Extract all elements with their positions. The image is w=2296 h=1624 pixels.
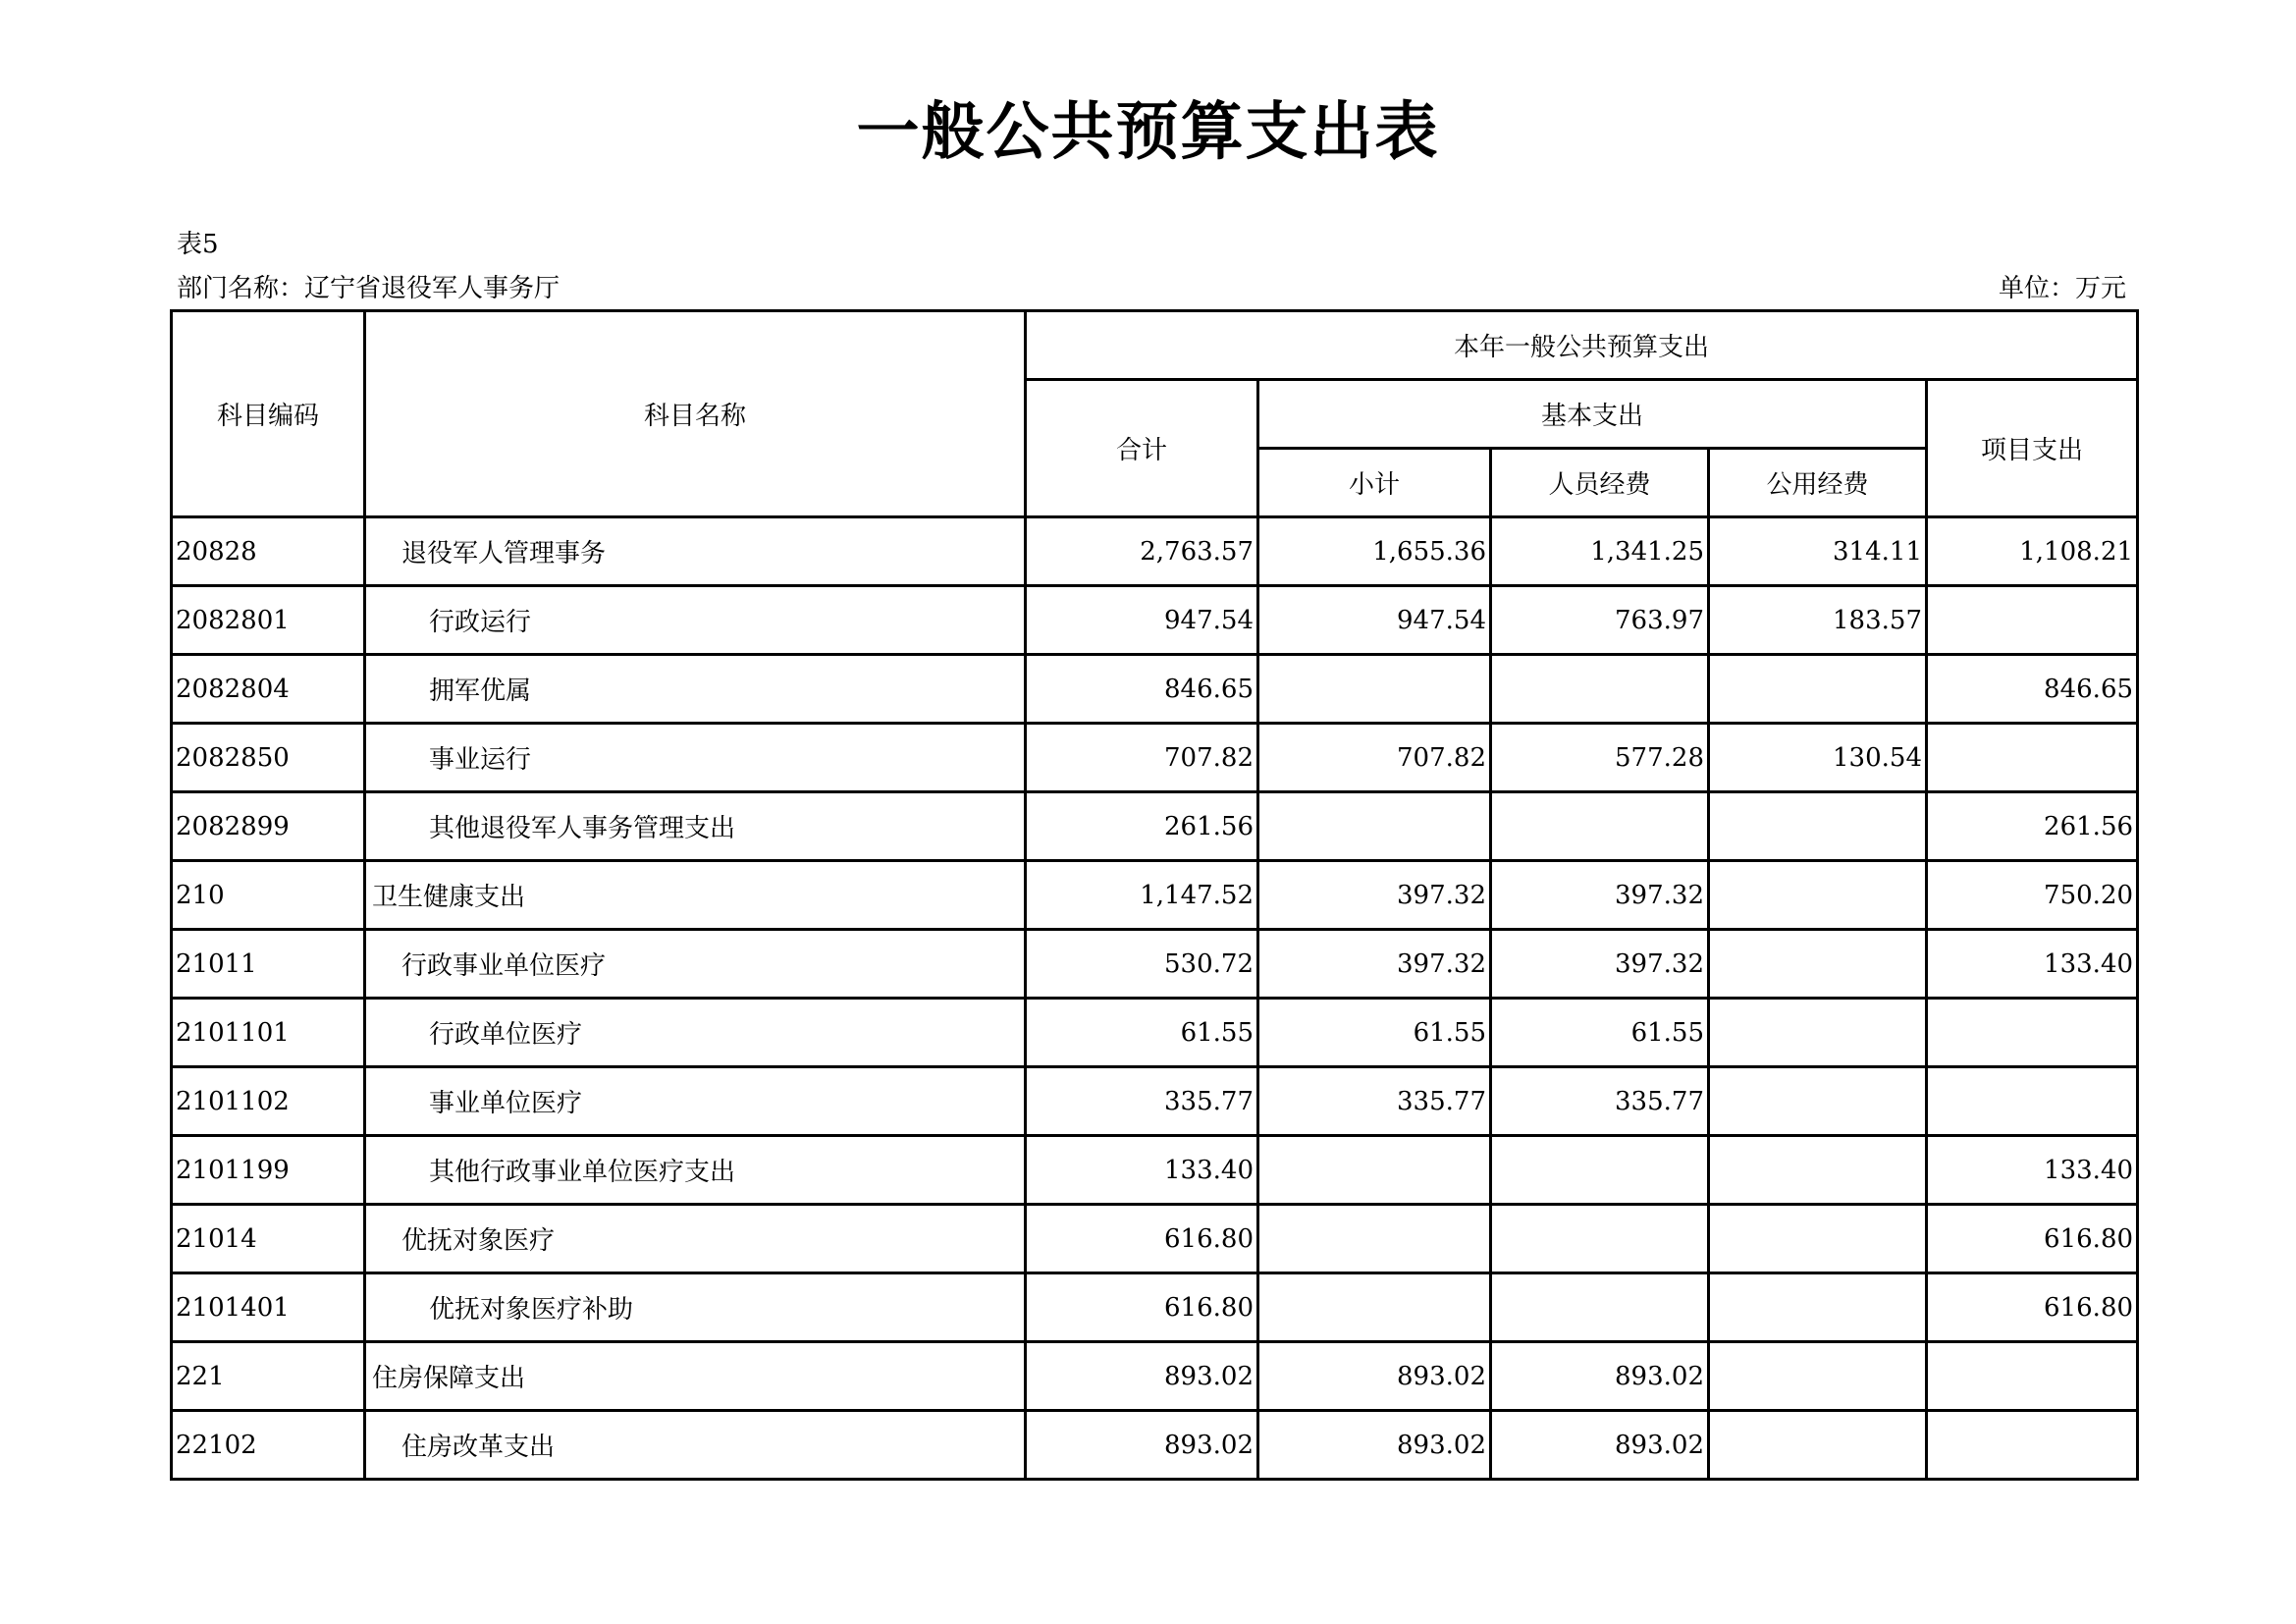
header-personnel-cost: 人员经费 bbox=[1491, 449, 1709, 517]
table-body bbox=[172, 517, 2138, 1480]
cell-project-expenditure bbox=[1927, 1067, 2138, 1136]
cell-personnel-cost bbox=[1491, 655, 1709, 724]
cell-public-cost bbox=[1709, 1205, 1927, 1273]
cell-total: 893.02 bbox=[1026, 1411, 1258, 1480]
cell-subtotal: 61.55 bbox=[1258, 999, 1491, 1067]
cell-subject-code: 2101199 bbox=[172, 1136, 365, 1205]
table-row bbox=[172, 517, 2138, 586]
cell-subject-name: 优抚对象医疗补助 bbox=[365, 1273, 1026, 1342]
table-row bbox=[172, 1205, 2138, 1273]
cell-subject-name: 卫生健康支出 bbox=[365, 861, 1026, 930]
cell-subject-name: 行政事业单位医疗 bbox=[365, 930, 1026, 999]
header-total: 合计 bbox=[1026, 380, 1258, 517]
cell-project-expenditure: 750.20 bbox=[1927, 861, 2138, 930]
cell-personnel-cost: 397.32 bbox=[1491, 861, 1709, 930]
cell-subject-code: 221 bbox=[172, 1342, 365, 1411]
cell-subject-code: 2101102 bbox=[172, 1067, 365, 1136]
cell-subject-code: 2082804 bbox=[172, 655, 365, 724]
cell-subtotal: 1,655.36 bbox=[1258, 517, 1491, 586]
cell-project-expenditure bbox=[1927, 1342, 2138, 1411]
header-basic-expenditure: 基本支出 bbox=[1258, 380, 1927, 449]
cell-total: 707.82 bbox=[1026, 724, 1258, 792]
cell-total: 846.65 bbox=[1026, 655, 1258, 724]
cell-subtotal: 335.77 bbox=[1258, 1067, 1491, 1136]
header-subtotal: 小计 bbox=[1258, 449, 1491, 517]
cell-subject-code: 21011 bbox=[172, 930, 365, 999]
cell-subject-code: 20828 bbox=[172, 517, 365, 586]
cell-public-cost bbox=[1709, 1067, 1927, 1136]
table-row bbox=[172, 792, 2138, 861]
cell-subtotal: 893.02 bbox=[1258, 1411, 1491, 1480]
cell-total: 61.55 bbox=[1026, 999, 1258, 1067]
department-name: 部门名称：辽宁省退役军人事务厅 bbox=[177, 274, 561, 303]
cell-subject-name: 事业运行 bbox=[365, 724, 1026, 792]
cell-subject-code: 210 bbox=[172, 861, 365, 930]
cell-total: 261.56 bbox=[1026, 792, 1258, 861]
cell-public-cost bbox=[1709, 655, 1927, 724]
cell-subject-name: 退役军人管理事务 bbox=[365, 517, 1026, 586]
cell-subject-name: 住房保障支出 bbox=[365, 1342, 1026, 1411]
cell-subject-code: 2082801 bbox=[172, 586, 365, 655]
table-number: 表5 bbox=[177, 230, 219, 259]
cell-subject-code: 21014 bbox=[172, 1205, 365, 1273]
cell-subject-name: 其他退役军人事务管理支出 bbox=[365, 792, 1026, 861]
cell-personnel-cost: 335.77 bbox=[1491, 1067, 1709, 1136]
cell-subtotal: 893.02 bbox=[1258, 1342, 1491, 1411]
header-annual-expenditure: 本年一般公共预算支出 bbox=[1026, 311, 2138, 380]
cell-project-expenditure bbox=[1927, 586, 2138, 655]
cell-public-cost: 183.57 bbox=[1709, 586, 1927, 655]
cell-personnel-cost: 893.02 bbox=[1491, 1342, 1709, 1411]
cell-subject-code: 22102 bbox=[172, 1411, 365, 1480]
cell-total: 530.72 bbox=[1026, 930, 1258, 999]
cell-project-expenditure bbox=[1927, 1411, 2138, 1480]
cell-project-expenditure bbox=[1927, 999, 2138, 1067]
cell-public-cost bbox=[1709, 1411, 1927, 1480]
cell-subtotal: 397.32 bbox=[1258, 930, 1491, 999]
table-row bbox=[172, 1136, 2138, 1205]
cell-personnel-cost bbox=[1491, 1136, 1709, 1205]
cell-total: 335.77 bbox=[1026, 1067, 1258, 1136]
cell-subject-name: 优抚对象医疗 bbox=[365, 1205, 1026, 1273]
cell-project-expenditure: 616.80 bbox=[1927, 1273, 2138, 1342]
cell-project-expenditure: 1,108.21 bbox=[1927, 517, 2138, 586]
cell-public-cost: 314.11 bbox=[1709, 517, 1927, 586]
cell-personnel-cost bbox=[1491, 1273, 1709, 1342]
cell-total: 616.80 bbox=[1026, 1205, 1258, 1273]
cell-personnel-cost: 397.32 bbox=[1491, 930, 1709, 999]
table-row bbox=[172, 586, 2138, 655]
cell-subject-name: 行政单位医疗 bbox=[365, 999, 1026, 1067]
budget-expenditure-table bbox=[170, 309, 2139, 1481]
cell-project-expenditure bbox=[1927, 724, 2138, 792]
cell-personnel-cost: 1,341.25 bbox=[1491, 517, 1709, 586]
cell-project-expenditure: 133.40 bbox=[1927, 930, 2138, 999]
table-header bbox=[172, 311, 2138, 517]
table-row bbox=[172, 930, 2138, 999]
table-row bbox=[172, 861, 2138, 930]
cell-subject-code: 2101401 bbox=[172, 1273, 365, 1342]
cell-subtotal: 947.54 bbox=[1258, 586, 1491, 655]
cell-subtotal bbox=[1258, 1273, 1491, 1342]
cell-total: 947.54 bbox=[1026, 586, 1258, 655]
cell-public-cost bbox=[1709, 1273, 1927, 1342]
header-project-expenditure: 项目支出 bbox=[1927, 380, 2138, 517]
cell-personnel-cost bbox=[1491, 1205, 1709, 1273]
cell-public-cost bbox=[1709, 861, 1927, 930]
cell-subtotal: 707.82 bbox=[1258, 724, 1491, 792]
cell-subject-name: 其他行政事业单位医疗支出 bbox=[365, 1136, 1026, 1205]
cell-public-cost bbox=[1709, 1136, 1927, 1205]
table-row bbox=[172, 655, 2138, 724]
cell-subject-code: 2082899 bbox=[172, 792, 365, 861]
cell-subject-name: 事业单位医疗 bbox=[365, 1067, 1026, 1136]
cell-public-cost bbox=[1709, 1342, 1927, 1411]
unit-label: 单位：万元 bbox=[1998, 274, 2126, 303]
cell-personnel-cost: 893.02 bbox=[1491, 1411, 1709, 1480]
cell-public-cost bbox=[1709, 930, 1927, 999]
cell-project-expenditure: 616.80 bbox=[1927, 1205, 2138, 1273]
cell-subject-code: 2082850 bbox=[172, 724, 365, 792]
cell-personnel-cost bbox=[1491, 792, 1709, 861]
cell-public-cost bbox=[1709, 999, 1927, 1067]
cell-subject-code: 2101101 bbox=[172, 999, 365, 1067]
table-row bbox=[172, 1342, 2138, 1411]
cell-project-expenditure: 846.65 bbox=[1927, 655, 2138, 724]
cell-personnel-cost: 577.28 bbox=[1491, 724, 1709, 792]
cell-total: 2,763.57 bbox=[1026, 517, 1258, 586]
cell-total: 616.80 bbox=[1026, 1273, 1258, 1342]
cell-subtotal bbox=[1258, 1136, 1491, 1205]
cell-project-expenditure: 133.40 bbox=[1927, 1136, 2138, 1205]
table-row bbox=[172, 1273, 2138, 1342]
cell-public-cost: 130.54 bbox=[1709, 724, 1927, 792]
cell-total: 1,147.52 bbox=[1026, 861, 1258, 930]
cell-personnel-cost: 61.55 bbox=[1491, 999, 1709, 1067]
cell-subtotal: 397.32 bbox=[1258, 861, 1491, 930]
table-row bbox=[172, 724, 2138, 792]
cell-subject-name: 拥军优属 bbox=[365, 655, 1026, 724]
page-title: 一般公共预算支出表 bbox=[856, 96, 1440, 169]
header-public-cost: 公用经费 bbox=[1709, 449, 1927, 517]
cell-subtotal bbox=[1258, 1205, 1491, 1273]
table-row bbox=[172, 1067, 2138, 1136]
table-row bbox=[172, 999, 2138, 1067]
cell-total: 893.02 bbox=[1026, 1342, 1258, 1411]
cell-personnel-cost: 763.97 bbox=[1491, 586, 1709, 655]
cell-subtotal bbox=[1258, 655, 1491, 724]
cell-subject-name: 住房改革支出 bbox=[365, 1411, 1026, 1480]
cell-subject-name: 行政运行 bbox=[365, 586, 1026, 655]
cell-project-expenditure: 261.56 bbox=[1927, 792, 2138, 861]
cell-total: 133.40 bbox=[1026, 1136, 1258, 1205]
header-subject-name: 科目名称 bbox=[365, 311, 1026, 517]
table-row bbox=[172, 1411, 2138, 1480]
cell-subtotal bbox=[1258, 792, 1491, 861]
header-subject-code: 科目编码 bbox=[172, 311, 365, 517]
cell-public-cost bbox=[1709, 792, 1927, 861]
